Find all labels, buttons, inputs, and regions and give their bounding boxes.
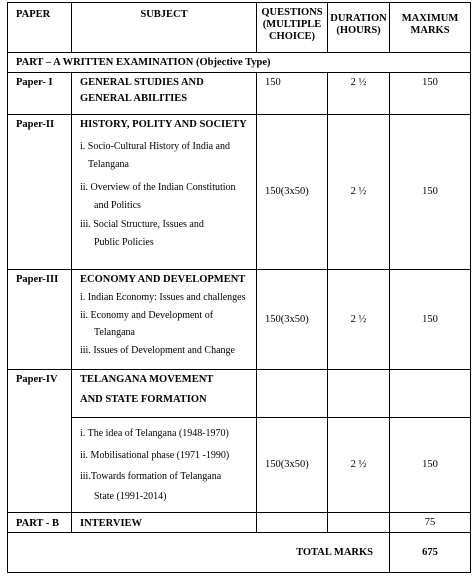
part-b-row: [8, 513, 471, 533]
subject-item: i. The idea of Telangana (1948-1970): [80, 428, 229, 440]
paper-questions: 150(3x50): [257, 270, 328, 370]
paper-marks: 150: [390, 418, 471, 513]
subject-title: ECONOMY AND DEVELOPMENT: [80, 274, 246, 286]
header-subject: SUBJECT: [72, 3, 257, 53]
exam-pattern-table: [7, 2, 471, 573]
subject-item: iii. Social Structure, Issues and Public Policies: [80, 219, 204, 248]
part-a-row: [8, 53, 471, 73]
header-marks: MAXIMUM MARKS: [390, 3, 471, 53]
table-row: [8, 270, 471, 370]
paper-questions: 150: [257, 73, 328, 115]
total-row: [8, 533, 471, 573]
paper-label: Paper-III: [8, 270, 72, 370]
header-duration: DURATION (HOURS): [328, 3, 390, 53]
paper-label: Paper-II: [8, 115, 72, 270]
table-row: [8, 115, 471, 270]
header-row: [8, 3, 471, 53]
part-b-label: PART - B: [8, 513, 72, 533]
subject-title: AND STATE FORMATION: [80, 394, 207, 406]
subject-item: iii.Towards formation of Telangana State (1991-2014): [80, 471, 222, 502]
part-a-label: PART – A WRITTEN EXAMINATION (Objective Type): [8, 53, 471, 73]
paper-subject: [72, 270, 257, 370]
paper-marks: 150: [390, 115, 471, 270]
subject-title: GENERAL STUDIES AND: [80, 77, 204, 89]
empty-cell: [257, 370, 328, 418]
part-b-subject: INTERVIEW: [72, 513, 257, 533]
subject-title: TELANGANA MOVEMENT: [80, 374, 214, 386]
subject-item: ii. Overview of the Indian Constitution and Politics: [80, 182, 236, 211]
paper-label: Paper- I: [8, 73, 72, 115]
paper-subject: [72, 73, 257, 115]
empty-cell: [390, 370, 471, 418]
paper-subject-items: [72, 418, 257, 513]
total-label: TOTAL MARKS: [8, 533, 390, 573]
empty-cell: [257, 513, 328, 533]
subject-title: GENERAL ABILITIES: [80, 93, 188, 105]
subject-item: ii. Economy and Development of Telangana: [80, 309, 214, 339]
paper-subject: [72, 115, 257, 270]
subject-title: HISTORY, POLITY AND SOCIETY: [80, 119, 247, 131]
empty-cell: [328, 513, 390, 533]
paper-questions: 150(3x50): [257, 115, 328, 270]
subject-item: i. Indian Economy: Issues and challenges: [80, 292, 246, 304]
subject-item: ii. Mobilisational phase (1971 -1990): [80, 449, 230, 461]
subject-item: iii. Issues of Development and Change: [80, 344, 235, 356]
total-value: 675: [390, 533, 471, 573]
paper-duration: 2 ½: [328, 418, 390, 513]
paper-duration: 2 ½: [328, 73, 390, 115]
header-questions: QUESTIONS (MULTIPLE CHOICE): [257, 3, 328, 53]
table-row: [8, 73, 471, 115]
paper-marks: 150: [390, 73, 471, 115]
part-b-marks: 75: [390, 513, 471, 533]
paper-marks: 150: [390, 270, 471, 370]
paper-duration: 2 ½: [328, 115, 390, 270]
paper-questions: 150(3x50): [257, 418, 328, 513]
table-row: [8, 418, 471, 513]
paper-duration: 2 ½: [328, 270, 390, 370]
table-row: [8, 370, 471, 418]
paper-subject: [72, 370, 257, 418]
empty-cell: [328, 370, 390, 418]
subject-item: i. Socio-Cultural History of India and Telangana: [80, 141, 230, 170]
paper-label: Paper-IV: [8, 370, 72, 513]
header-paper: PAPER: [8, 3, 72, 53]
